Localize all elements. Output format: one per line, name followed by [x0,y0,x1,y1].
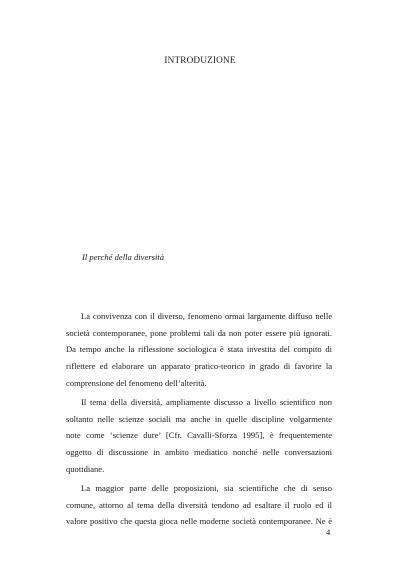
paragraph-2 [66,394,332,478]
text-line: comune, attorno al tema della diversità tendono ad esaltare il ruolo ed il [66,499,332,510]
text-line: Il tema della diversità, ampliamente discusso a livello scientifico non [81,397,332,408]
text-line: società contemporanee, pone problemi tali da non poter essere più ignorati. [66,327,332,338]
text-line: note come ‘scienze dure’ [Cfr. Cavalli-Sforza 1995], è frequentemente [66,430,332,441]
body-text [66,308,332,530]
text-line: quotidiane. [66,463,105,474]
text-line: comprensione del fenomeno dell’alterità. [66,377,207,388]
text-line: oggetto di discussione in ambito mediatico nonché nelle conversazioni [66,447,332,458]
text-line: La convivenza con il diverso, fenomeno ormai largamente diffuso nelle [81,311,332,321]
paragraph-1 [66,308,332,392]
text-line: La maggior parte delle proposizioni, sia scientifiche che di senso [81,483,332,494]
text-line: soltanto nelle scienze sociali ma anche in quelle discipline volgarmente [66,413,332,424]
text-line: valore positivo che questa gioca nelle moderne società contemporanee. Ne è [66,516,332,527]
text-line: Da tempo anche la riflessione sociologica è stata investita del compito di [66,344,332,355]
page-title: INTRODUZIONE [164,55,236,65]
text-line: riflettere ed elaborare un apparato pratico-teorico in grado di favorire la [66,361,332,372]
page-number: 4 [326,527,331,537]
section-heading: Il perché della diversità [82,252,165,262]
paragraph-3 [66,480,332,530]
